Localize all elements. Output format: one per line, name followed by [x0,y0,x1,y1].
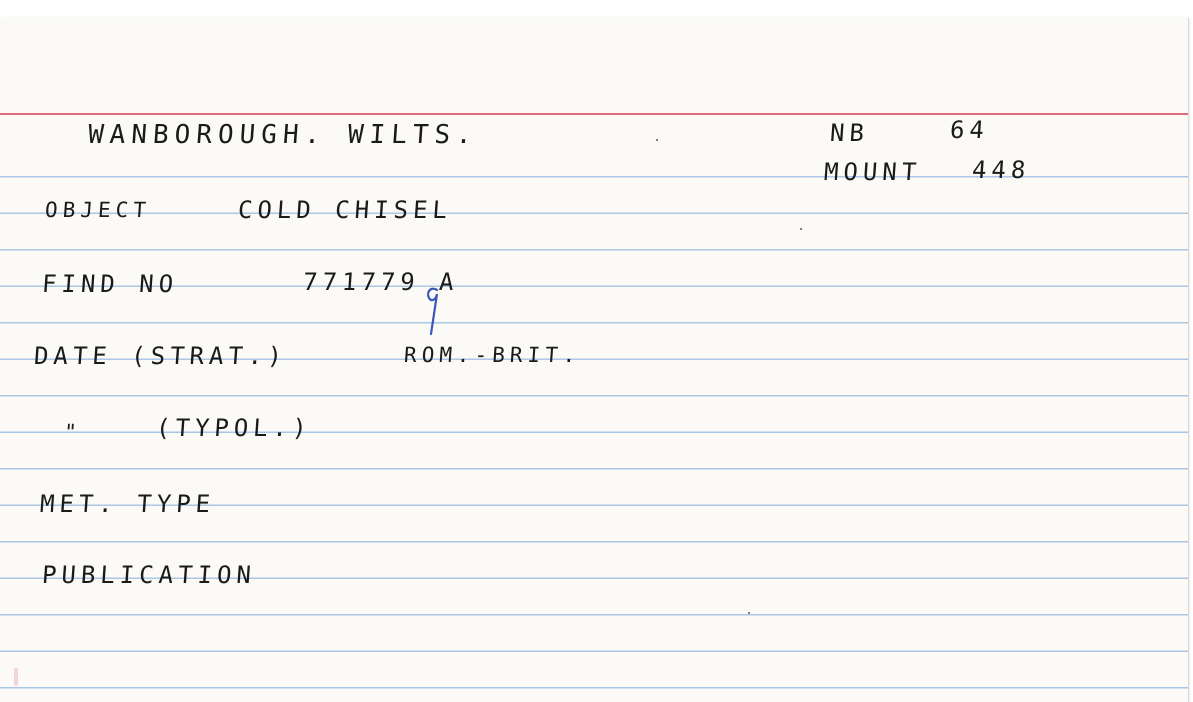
correction-stroke [428,289,437,334]
ink-speck [656,139,658,141]
nb-value: 64 [949,116,990,144]
ink-speck [800,228,802,230]
site-name: WANBOROUGH. WILTS. [86,120,479,150]
met-type-label: MET. TYPE [39,490,217,518]
ditto-mark: " [63,420,83,444]
date-strat-value: ROM.-BRIT. [403,343,582,367]
find-no-correction-mark [425,286,439,338]
publication-label: PUBLICATION [41,561,257,589]
find-no-label: FIND NO [41,270,180,298]
header-red-rule [0,113,1188,115]
date-strat-label: DATE (STRAT.) [33,342,288,370]
nb-label: NB [829,119,870,147]
pink-ink-mark [14,668,18,686]
mount-label: MOUNT [823,158,923,186]
object-value: COLD CHISEL [237,196,453,224]
index-card [0,18,1189,702]
mount-value: 448 [971,156,1032,184]
object-label: OBJECT [44,198,152,222]
find-no-value: 771779 A [302,268,460,296]
ink-speck [748,612,750,614]
date-typol-label: (TYPOL.) [155,414,313,442]
